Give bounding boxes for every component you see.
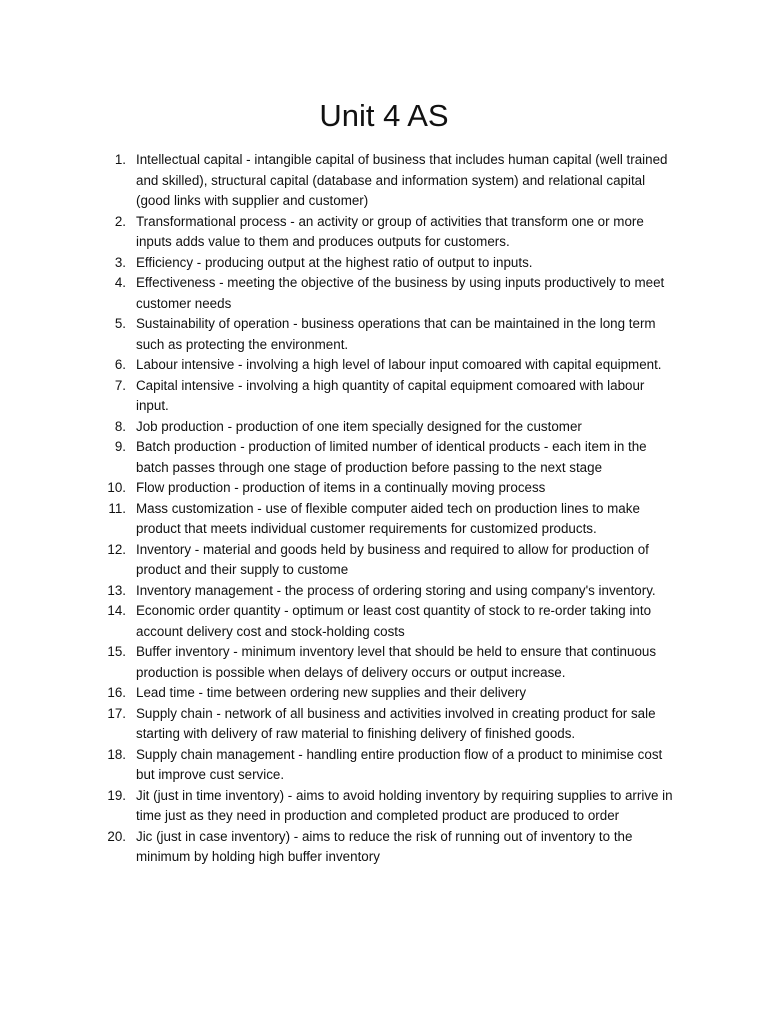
list-item — [0, 376, 676, 417]
list-item — [0, 253, 676, 274]
list-item-number: 8. — [114, 418, 126, 434]
list-item-text: Flow production - production of items in a continually moving process — [136, 480, 546, 495]
list-item-number: 10. — [107, 480, 126, 495]
list-item — [0, 827, 676, 868]
list-item — [0, 478, 676, 499]
list-item-number: 16. — [107, 685, 126, 700]
list-item-number: 6. — [114, 357, 126, 372]
list-item-text: Inventory management - the process of ordering storing and using company's inventory. — [136, 582, 656, 598]
list-item — [0, 150, 676, 212]
list-item-text: Sustainability of operation - business operations that can be maintained in the long term such as protecting the environment. — [136, 316, 656, 352]
list-item-number: 9. — [114, 439, 126, 454]
document-title: Unit 4 AS — [319, 98, 449, 133]
list-item-text: Batch production - production of limited number of identical products - each item in the batch passes through one stage of production before passing to the next stage — [136, 439, 647, 475]
list-item — [0, 581, 676, 602]
list-item — [0, 745, 676, 786]
list-item-number: 5. — [114, 316, 126, 331]
list-item-text: Jic (just in case inventory) - aims to reduce the risk of running out of inventory to the minimum by holding high buffer inventory — [136, 828, 633, 864]
list-item — [0, 273, 676, 314]
list-item-text: Job production - production of one item specially designed for the customer — [136, 418, 582, 434]
list-item-number: 3. — [114, 254, 126, 270]
list-item — [0, 314, 676, 355]
list-item — [0, 683, 676, 704]
list-item-text: Jit (just in time inventory) - aims to avoid holding inventory by requiring supplies to arrive in time just as they need in production and completed product are produced to order — [136, 787, 673, 823]
list-item-text: Transformational process - an activity or group of activities that transform one or more inputs adds value to them and produces outputs for customers. — [136, 213, 644, 249]
list-item-number: 7. — [114, 377, 126, 393]
list-item — [0, 786, 676, 827]
list-item-number: 17. — [107, 705, 126, 721]
list-item — [0, 704, 676, 745]
list-item-number: 15. — [107, 644, 126, 659]
list-item-number: 13. — [107, 582, 126, 598]
list-item — [0, 540, 676, 581]
list-item-number: 14. — [107, 603, 126, 618]
definitions-list — [0, 150, 768, 868]
list-item-number: 18. — [107, 746, 126, 762]
list-item — [0, 642, 676, 683]
list-item-text: Mass customization - use of flexible computer aided tech on production lines to make product that meets individual customer requirements for customized products. — [136, 500, 640, 536]
list-item-text: Lead time - time between ordering new supplies and their delivery — [136, 685, 527, 700]
list-item-number: 4. — [114, 275, 126, 290]
list-item — [0, 499, 676, 540]
list-item-text: Intellectual capital - intangible capital of business that includes human capital (well trained and skilled), structural capital (database and information system) and relational capital (good links with supplier and customer) — [136, 152, 668, 208]
list-item-text: Supply chain - network of all business and activities involved in creating product for sale starting with delivery of raw material to finishing delivery of finished goods. — [136, 705, 656, 741]
list-item-number: 19. — [107, 787, 126, 803]
list-item — [0, 601, 676, 642]
list-item-text: Supply chain management - handling entire production flow of a product to minimise cost but improve cust service. — [136, 746, 663, 782]
list-item-number: 1. — [114, 152, 126, 167]
list-item-text: Labour intensive - involving a high level of labour input comoared with capital equipment. — [136, 357, 662, 372]
list-item-text: Inventory - material and goods held by business and required to allow for production of product and their supply to custome — [136, 541, 649, 577]
list-item-number: 11. — [108, 500, 126, 516]
list-item — [0, 437, 676, 478]
list-item — [0, 212, 676, 253]
list-item-text: Buffer inventory - minimum inventory level that should be held to ensure that continuous production is possible when delays of delivery occurs or output increase. — [136, 644, 657, 680]
list-item-number: 2. — [114, 213, 126, 229]
list-item-number: 12. — [107, 541, 126, 557]
list-item-text: Efficiency - producing output at the highest ratio of output to inputs. — [136, 254, 533, 270]
list-item-text: Economic order quantity - optimum or least cost quantity of stock to re-order taking into account delivery cost and stock-holding costs — [136, 603, 652, 639]
list-item-number: 20. — [107, 828, 126, 844]
list-item-text: Capital intensive - involving a high quantity of capital equipment comoared with labour input. — [136, 377, 645, 413]
list-item — [0, 417, 676, 438]
list-item — [0, 355, 676, 376]
list-item-text: Effectiveness - meeting the objective of the business by using inputs productively to meet customer needs — [136, 275, 665, 311]
